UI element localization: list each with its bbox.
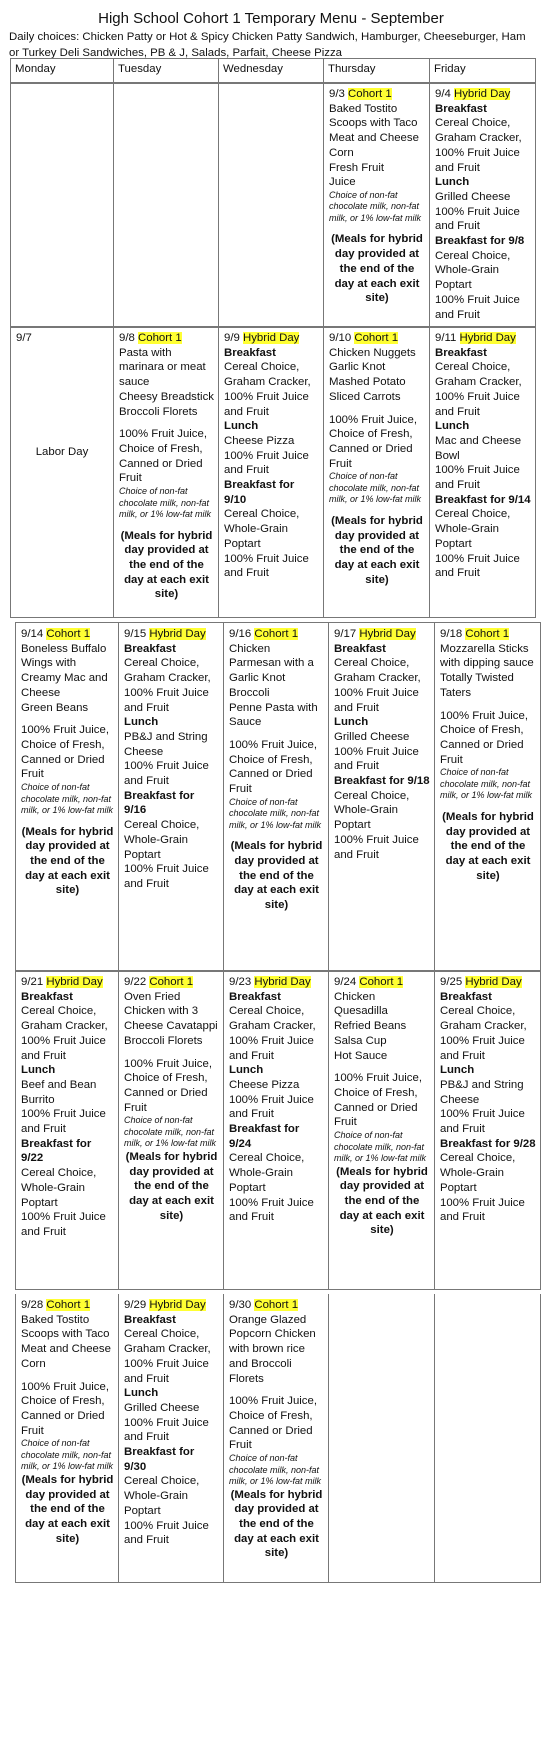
header-friday: Friday (430, 59, 536, 83)
cohort-badge: Cohort 1 (354, 332, 399, 344)
menu-item: Baked Tostito Scoops with Taco Meat and Cheese (329, 102, 419, 145)
menu-item: Boneless Buffalo Wings with Creamy Mac and Cheese (21, 642, 108, 699)
page-title: High School Cohort 1 Temporary Menu - September (98, 10, 444, 27)
juice-fruit: 100% Fruit Juice and Fruit (435, 293, 520, 321)
day-date: 9/22 (124, 976, 147, 988)
lunch-item: Mac and Cheese Bowl (435, 434, 522, 462)
next-breakfast-heading: Breakfast for 9/16 (124, 789, 195, 817)
breakfast-heading: Breakfast (334, 642, 386, 655)
breakfast-items: Cereal Choice, Graham Cracker, 100% Fruit Juice and Fruit (229, 1005, 316, 1062)
milk-note: Choice of non-fat chocolate milk, non-fat milk, or 1% low-fat milk (119, 486, 212, 520)
cohort-badge: Cohort 1 (138, 332, 182, 344)
milk-note: Choice of non-fat chocolate milk, non-fat milk, or 1% low-fat milk (329, 189, 422, 223)
week-row-4 (15, 970, 541, 1290)
milk-note: Choice of non-fat chocolate milk, non-fat milk, or 1% low-fat milk (21, 1438, 114, 1472)
juice-fruit-choice: 100% Fruit Juice, Choice of Fresh, Canned or Dried Fruit (334, 1072, 422, 1129)
day-date: 9/25 (440, 976, 463, 988)
day-date: 9/3 (329, 88, 345, 100)
cohort-badge: Cohort 1 (46, 1299, 91, 1311)
menu-item: Corn (21, 1357, 46, 1370)
juice-fruit: 100% Fruit Juice and Fruit (334, 745, 419, 773)
day-date: 9/28 (21, 1299, 44, 1311)
lunch-item: Grilled Cheese (334, 730, 410, 743)
cohort-badge: Cohort 1 (254, 1299, 299, 1311)
lunch-heading: Lunch (435, 420, 470, 433)
menu-item: Chicken Parmesan with a Garlic Knot (229, 642, 314, 685)
day-date: 9/10 (329, 332, 352, 344)
menu-item: Cheesy Breadstick (119, 390, 214, 403)
hybrid-meals-note: (Meals for hybrid day provided at the end of the day at each exit site) (442, 810, 534, 882)
menu-item: Green Beans (21, 701, 89, 714)
juice-fruit: 100% Fruit Juice and Fruit (435, 552, 520, 580)
menu-item: Broccoli Florets (119, 405, 198, 418)
juice-fruit: 100% Fruit Juice and Fruit (229, 1196, 314, 1224)
day-date: 9/11 (435, 332, 457, 344)
day-cell-9-22 (119, 971, 224, 1289)
day-cell-9-3 (324, 83, 430, 327)
header-monday: Monday (10, 59, 114, 83)
hybrid-meals-note: (Meals for hybrid day provided at the end of the day at each exit site) (21, 825, 114, 897)
breakfast-heading: Breakfast (21, 990, 73, 1003)
juice-fruit: 100% Fruit Juice and Fruit (21, 1108, 106, 1136)
juice-fruit: 100% Fruit Juice and Fruit (229, 1093, 314, 1121)
day-cell-9-25 (435, 971, 541, 1289)
menu-item: Corn (329, 146, 354, 159)
lunch-item: Cheese Pizza (229, 1078, 300, 1091)
day-date: 9/15 (124, 628, 147, 640)
day-date: 9/17 (334, 628, 357, 640)
lunch-heading: Lunch (124, 1387, 159, 1400)
lunch-heading: Lunch (229, 1064, 264, 1077)
juice-fruit: 100% Fruit Juice and Fruit (224, 552, 309, 580)
menu-item: Fresh Fruit (329, 161, 385, 174)
menu-item: Broccoli Florets (124, 1034, 203, 1047)
breakfast-items: Cereal Choice, Graham Cracker, 100% Fruit Juice and Fruit (224, 361, 311, 418)
breakfast-heading: Breakfast (124, 642, 176, 655)
day-cell-9-8 (114, 327, 219, 617)
hybrid-badge: Hybrid Day (149, 1299, 206, 1311)
day-cell-empty (219, 83, 324, 327)
breakfast-items: Cereal Choice, Graham Cracker, 100% Fruit Juice and Fruit (435, 361, 522, 418)
cohort-badge: Cohort 1 (46, 628, 91, 640)
day-cell-9-28 (15, 1294, 119, 1582)
milk-note: Choice of non-fat chocolate milk, non-fat milk, or 1% low-fat milk (334, 1130, 427, 1164)
breakfast-heading: Breakfast (435, 102, 487, 115)
header-tuesday: Tuesday (114, 59, 219, 83)
juice-fruit: 100% Fruit Juice and Fruit (224, 449, 309, 477)
day-date: 9/16 (229, 628, 252, 640)
menu-item: Pasta with marinara or meat sauce (119, 346, 206, 389)
next-breakfast-heading: Breakfast for 9/30 (124, 1446, 195, 1473)
hybrid-badge: Hybrid Day (465, 976, 522, 988)
menu-item: Chicken Quesadilla (334, 990, 388, 1018)
juice-fruit-choice: 100% Fruit Juice, Choice of Fresh, Canned or Dried Fruit (229, 738, 317, 796)
breakfast-items: Cereal Choice, Graham Cracker, 100% Fruit Juice and Fruit (440, 1005, 527, 1062)
next-breakfast-heading: Breakfast for 9/8 (435, 235, 525, 248)
menu-item: Totally Twisted Taters (440, 672, 514, 699)
next-breakfast-heading: Breakfast for 9/14 (435, 493, 531, 506)
milk-note: Choice of non-fat chocolate milk, non-fat milk, or 1% low-fat milk (440, 767, 533, 801)
day-date: 9/7 (16, 332, 32, 344)
week-row-5 (15, 1294, 541, 1583)
hybrid-meals-note: (Meals for hybrid day provided at the end of the day at each exit site) (120, 529, 213, 601)
lunch-item: Beef and Bean Burrito (21, 1078, 97, 1106)
day-date: 9/21 (21, 976, 44, 988)
day-cell-9-24 (329, 971, 435, 1289)
juice-fruit: 100% Fruit Juice and Fruit (124, 863, 209, 890)
next-breakfast-heading: Breakfast for 9/22 (21, 1137, 92, 1165)
breakfast-items: Cereal Choice, Graham Cracker, 100% Fruit Juice and Fruit (124, 1328, 211, 1385)
hybrid-badge: Hybrid Day (149, 628, 206, 640)
day-cell-9-15 (119, 623, 224, 971)
juice-fruit-choice: 100% Fruit Juice, Choice of Fresh, Canned or Dried Fruit (21, 1380, 109, 1437)
breakfast-items: Cereal Choice, Graham Cracker, 100% Fruit Juice and Fruit (334, 657, 421, 714)
next-breakfast-heading: Breakfast for 9/18 (334, 775, 430, 788)
cohort-badge: Cohort 1 (348, 88, 392, 100)
juice-fruit: 100% Fruit Juice and Fruit (435, 464, 520, 492)
milk-note: Choice of non-fat chocolate milk, non-fat milk, or 1% low-fat milk (124, 1115, 217, 1149)
menu-item: Baked Tostito Scoops with Taco Meat and Cheese (21, 1313, 111, 1356)
next-breakfast-items: Cereal Choice, Whole-Grain Poptart (124, 819, 200, 861)
day-cell-9-7 (10, 327, 114, 617)
cohort-badge: Cohort 1 (359, 976, 404, 988)
juice-fruit: 100% Fruit Juice and Fruit (440, 1196, 525, 1224)
day-date: 9/23 (229, 976, 252, 988)
milk-note: Choice of non-fat chocolate milk, non-fat milk, or 1% low-fat milk (21, 782, 114, 816)
hybrid-badge: Hybrid Day (359, 628, 416, 640)
breakfast-items: Cereal Choice, Graham Cracker, 100% Fruit Juice and Fruit (435, 117, 522, 174)
day-date: 9/29 (124, 1299, 147, 1311)
juice-fruit: 100% Fruit Juice and Fruit (124, 760, 209, 788)
day-cell-9-14 (15, 623, 119, 971)
day-cell-9-29 (119, 1294, 224, 1582)
breakfast-items: Cereal Choice, Graham Cracker, 100% Fruit Juice and Fruit (21, 1005, 108, 1062)
juice-fruit: 100% Fruit Juice and Fruit (435, 205, 520, 233)
hybrid-badge: Hybrid Day (454, 88, 511, 100)
menu-item: Garlic Knot (329, 361, 386, 374)
cohort-badge: Cohort 1 (465, 628, 510, 640)
breakfast-heading: Breakfast (124, 1313, 176, 1326)
menu-item: Penne Pasta with Sauce (229, 701, 318, 729)
lunch-item: PB&J and String Cheese (440, 1078, 524, 1106)
next-breakfast-heading: Breakfast for 9/24 (229, 1123, 300, 1150)
day-date: 9/24 (334, 976, 357, 988)
menu-item: Mozzarella Sticks with dipping sauce (440, 642, 534, 670)
milk-note: Choice of non-fat chocolate milk, non-fat milk, or 1% low-fat milk (229, 1453, 322, 1487)
menu-item: Sliced Carrots (329, 390, 401, 403)
day-cell-empty (435, 1294, 541, 1582)
menu-item: Oven Fried Chicken with 3 Cheese Cavatappi (124, 990, 218, 1033)
weekday-header-row (10, 58, 536, 84)
day-cell-empty (114, 83, 219, 327)
milk-note: Choice of non-fat chocolate milk, non-fat milk, or 1% low-fat milk (329, 471, 422, 505)
next-breakfast-items: Cereal Choice, Whole-Grain Poptart (124, 1475, 200, 1517)
juice-fruit-choice: 100% Fruit Juice, Choice of Fresh, Canned or Dried Fruit (124, 1057, 212, 1114)
lunch-item: Grilled Cheese (435, 190, 511, 203)
day-date: 9/9 (224, 332, 240, 344)
juice-fruit: 100% Fruit Juice and Fruit (124, 1416, 209, 1444)
holiday-label: Labor Day (35, 446, 89, 458)
next-breakfast-items: Cereal Choice, Whole-Grain Poptart (21, 1167, 97, 1209)
day-date: 9/18 (440, 628, 463, 640)
day-cell-9-10 (324, 327, 430, 617)
day-date: 9/14 (21, 628, 44, 640)
week-row-1 (10, 82, 536, 328)
cohort-badge: Cohort 1 (149, 976, 194, 988)
day-cell-9-30 (224, 1294, 329, 1582)
hybrid-meals-note: (Meals for hybrid day provided at the end of the day at each exit site) (331, 233, 423, 305)
hybrid-meals-note: (Meals for hybrid day provided at the end of the day at each exit site) (230, 840, 323, 912)
juice-fruit: 100% Fruit Juice and Fruit (21, 1211, 106, 1238)
menu-item: Hot Sauce (334, 1049, 388, 1062)
breakfast-heading: Breakfast (435, 346, 487, 359)
juice-fruit-choice: 100% Fruit Juice, Choice of Fresh, Canned or Dried Fruit (21, 724, 109, 781)
header-thursday: Thursday (324, 59, 430, 83)
day-cell-9-23 (224, 971, 329, 1289)
breakfast-items: Cereal Choice, Graham Cracker, 100% Fruit Juice and Fruit (124, 657, 211, 714)
menu-item: Juice (329, 176, 356, 189)
lunch-heading: Lunch (435, 176, 470, 189)
next-breakfast-heading: Breakfast for 9/28 (440, 1137, 536, 1150)
menu-item: Salsa Cup (334, 1034, 387, 1047)
week-row-2 (10, 326, 536, 618)
menu-item: Mashed Potato (329, 376, 406, 389)
lunch-heading: Lunch (440, 1064, 475, 1077)
hybrid-meals-note: (Meals for hybrid day provided at the end of the day at each exit site) (336, 1165, 428, 1237)
menu-item: Refried Beans (334, 1020, 407, 1033)
next-breakfast-items: Cereal Choice, Whole-Grain Poptart (229, 1152, 305, 1194)
hybrid-meals-note: (Meals for hybrid day provided at the end of the day at each exit site) (331, 514, 423, 586)
day-cell-9-21 (15, 971, 119, 1289)
hybrid-badge: Hybrid Day (46, 976, 103, 988)
day-cell-9-4 (430, 83, 536, 327)
next-breakfast-items: Cereal Choice, Whole-Grain Poptart (334, 789, 410, 832)
week-row-3 (15, 622, 541, 972)
hybrid-meals-note: (Meals for hybrid day provided at the end of the day at each exit site) (125, 1150, 218, 1222)
day-cell-9-16 (224, 623, 329, 971)
lunch-item: PB&J and String Cheese (124, 730, 208, 758)
day-date: 9/4 (435, 88, 451, 100)
next-breakfast-items: Cereal Choice, Whole-Grain Poptart (435, 249, 511, 292)
cohort-badge: Cohort 1 (254, 628, 299, 640)
hybrid-badge: Hybrid Day (459, 332, 516, 344)
lunch-heading: Lunch (21, 1064, 56, 1077)
header-wednesday: Wednesday (219, 59, 324, 83)
lunch-heading: Lunch (124, 716, 159, 729)
hybrid-meals-note: (Meals for hybrid day provided at the end of the day at each exit site) (21, 1473, 114, 1545)
menu-item: Orange Glazed Popcorn Chicken with brown rice and Broccoli Florets (229, 1313, 316, 1385)
next-breakfast-heading: Breakfast for 9/10 (224, 479, 295, 506)
next-breakfast-items: Cereal Choice, Whole-Grain Poptart (440, 1152, 516, 1194)
juice-fruit-choice: 100% Fruit Juice, Choice of Fresh, Canned or Dried Fruit (119, 428, 207, 485)
lunch-item: Cheese Pizza (224, 434, 295, 447)
menu-item: Broccoli (229, 686, 270, 699)
day-cell-9-9 (219, 327, 324, 617)
juice-fruit: 100% Fruit Juice and Fruit (334, 833, 419, 861)
hybrid-badge: Hybrid Day (243, 332, 300, 344)
juice-fruit: 100% Fruit Juice and Fruit (124, 1519, 209, 1547)
day-cell-9-18 (435, 623, 541, 971)
day-date: 9/8 (119, 332, 135, 344)
lunch-heading: Lunch (334, 716, 369, 729)
day-cell-empty (329, 1294, 435, 1582)
next-breakfast-items: Cereal Choice, Whole-Grain Poptart (435, 508, 511, 550)
milk-note: Choice of non-fat chocolate milk, non-fat milk, or 1% low-fat milk (229, 796, 322, 830)
lunch-heading: Lunch (224, 420, 259, 433)
juice-fruit-choice: 100% Fruit Juice, Choice of Fresh, Canned or Dried Fruit (229, 1395, 317, 1452)
daily-choices: Daily choices: Chicken Patty or Hot & Spicy Chicken Patty Sandwich, Hamburger, Cheeseburger, Ham or Turkey Deli Sandwiches, PB & J, Salads, Parfait, Cheese Pizza (9, 31, 526, 59)
day-date: 9/30 (229, 1299, 252, 1311)
day-cell-empty (10, 83, 114, 327)
juice-fruit: 100% Fruit Juice and Fruit (440, 1108, 525, 1136)
day-cell-9-11 (430, 327, 536, 617)
next-breakfast-items: Cereal Choice, Whole-Grain Poptart (224, 508, 300, 550)
breakfast-heading: Breakfast (224, 346, 276, 359)
menu-item: Chicken Nuggets (329, 346, 416, 359)
juice-fruit-choice: 100% Fruit Juice, Choice of Fresh, Canned or Dried Fruit (329, 413, 417, 470)
day-cell-9-17 (329, 623, 435, 971)
hybrid-badge: Hybrid Day (254, 976, 311, 988)
lunch-item: Grilled Cheese (124, 1401, 200, 1414)
breakfast-heading: Breakfast (440, 990, 492, 1003)
hybrid-meals-note: (Meals for hybrid day provided at the end of the day at each exit site) (230, 1488, 323, 1560)
juice-fruit-choice: 100% Fruit Juice, Choice of Fresh, Canned or Dried Fruit (440, 709, 528, 766)
breakfast-heading: Breakfast (229, 990, 281, 1003)
